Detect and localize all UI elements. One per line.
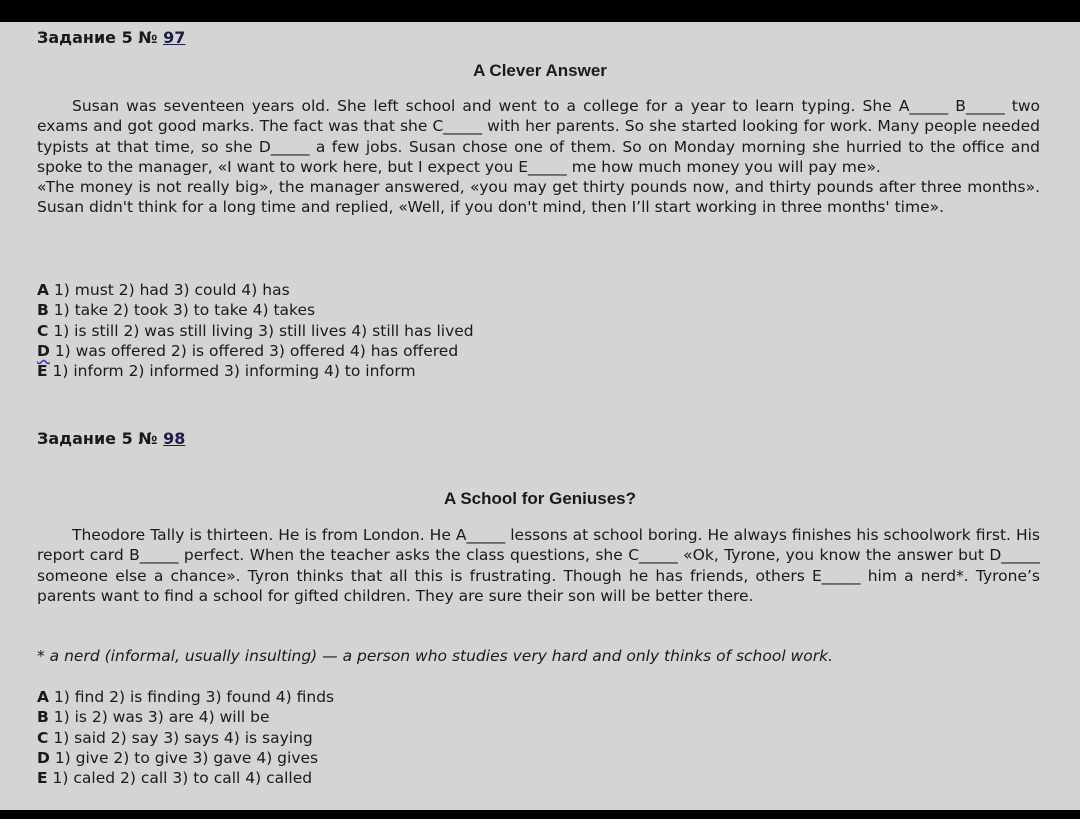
option-letter: E bbox=[37, 362, 48, 381]
option-letter: E bbox=[37, 769, 48, 788]
option-letter: B bbox=[37, 708, 49, 727]
option-row bbox=[37, 748, 737, 768]
option-letter: D bbox=[37, 748, 50, 767]
task-label: Задание 5 № bbox=[37, 28, 158, 47]
answer-options bbox=[37, 280, 737, 381]
option-letter: A bbox=[37, 688, 49, 706]
option-row bbox=[37, 280, 737, 300]
option-text: 1) find 2) is finding 3) found 4) finds bbox=[53, 688, 335, 706]
option-row bbox=[37, 361, 737, 381]
task-label: Задание 5 № bbox=[37, 429, 158, 448]
option-text: 1) is still 2) was still living 3) still lives 4) still has lived bbox=[53, 321, 474, 340]
story-title: A School for Geniuses? bbox=[443, 489, 637, 508]
option-text: 1) give 2) to give 3) gave 4) gives bbox=[54, 748, 319, 767]
option-row bbox=[37, 728, 737, 748]
footnote: * a nerd (informal, usually insulting) — a person who studies very hard and only thinks of school work. bbox=[37, 647, 833, 665]
option-letter: C bbox=[37, 728, 49, 747]
story-paragraph: Theodore Tally is thirteen. He is from London. He A_____ lessons at school boring. He always finishes his schoolwork first. His report card B_____ perfect. When the teacher asks the class questions, she C_____ «Ok, Tyrone, you know the answer but D_____ someone else a chance». Tyron thinks that all this is frustrating. Though he has friends, others E_____ him a nerd*. Tyrone’s parents want to find a school for gifted children. They are sure their son will be better there. bbox=[37, 526, 1040, 605]
task-heading-97 bbox=[37, 28, 185, 47]
story-paragraph: «The money is not really big», the manager answered, «you may get thirty pounds now, and thirty pounds after three months». Susan didn't think for a long time and replied, «Well, if you don't mind, then I’ll start working in three months' time». bbox=[37, 178, 1040, 217]
option-row bbox=[37, 321, 737, 341]
option-text: 1) is 2) was 3) are 4) will be bbox=[53, 708, 270, 727]
option-text: 1) was offered 2) is offered 3) offered 4) has offered bbox=[54, 341, 459, 360]
option-row bbox=[37, 707, 737, 727]
option-text: 1) take 2) took 3) to take 4) takes bbox=[53, 301, 316, 320]
answer-options bbox=[37, 687, 737, 788]
story-title: A Clever Answer bbox=[473, 61, 607, 80]
story-paragraph: Susan was seventeen years old. She left school and went to a college for a year to learn typing. She A_____ B_____ two exams and got good marks. The fact was that she C_____ with her parents. So she started looking for work. Many people needed typists at that time, so she D_____ a few jobs. Susan chose one of them. So on Monday morning she hurried to the office and spoke to the manager, «I want to work here, but I expect you E_____ me how much money you will pay me». bbox=[37, 97, 1040, 176]
task-heading-98 bbox=[37, 429, 185, 448]
task-number-link[interactable]: 97 bbox=[163, 28, 186, 47]
option-letter: A bbox=[37, 281, 49, 299]
option-row bbox=[37, 300, 737, 320]
option-letter: B bbox=[37, 301, 49, 320]
option-text: 1) inform 2) informed 3) informing 4) to inform bbox=[52, 362, 416, 381]
option-row bbox=[37, 768, 737, 788]
story-text bbox=[37, 525, 1040, 606]
option-text: 1) must 2) had 3) could 4) has bbox=[53, 281, 290, 299]
option-letter: D bbox=[37, 341, 50, 360]
option-row bbox=[37, 341, 737, 361]
task-number-link[interactable]: 98 bbox=[163, 429, 186, 448]
option-row bbox=[37, 687, 737, 707]
option-letter: C bbox=[37, 321, 49, 340]
option-text: 1) said 2) say 3) says 4) is saying bbox=[53, 728, 313, 747]
story-text bbox=[37, 96, 1040, 218]
option-text: 1) caled 2) call 3) to call 4) called bbox=[52, 769, 313, 788]
document-page bbox=[0, 22, 1080, 810]
